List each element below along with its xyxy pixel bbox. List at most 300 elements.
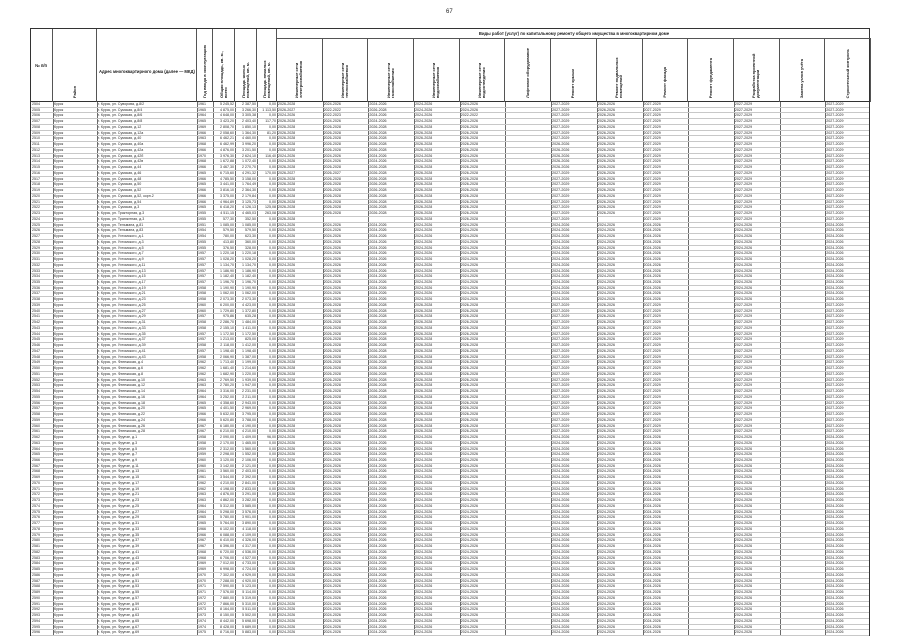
cell-no: 2566 [32,458,40,462]
header-area-nonresidential [257,29,277,102]
cell-work-period: 2024-2026 [826,291,844,296]
cell-work-period: 2026-2028 [415,320,433,325]
cell-work-period: 2024-2026 [323,285,341,290]
cell-address: г. Курск, ул. Фатежская, д.28 [98,429,145,434]
cell-nres: 0,00 [269,331,276,336]
cell-work-period: 2026-2028 [278,136,296,141]
cell-work-period: 2024-2026 [369,538,387,543]
cell-area: 6 200,00 [220,302,234,307]
cell-work-period: 2024-2026 [643,452,661,457]
cell-work-period: 2027-2029 [552,394,570,399]
cell-nres: 0,00 [269,257,276,262]
cell-work-period: 2024-2026 [369,515,387,520]
cell-year: 1962 [198,371,206,376]
cell-no: 2545 [32,337,40,342]
cell-work-period: 2027-2029 [734,343,753,348]
cell-work-period: 2024-2026 [734,630,753,635]
cell-district: Курск [54,446,64,451]
cell-address: г. Курск, ул. Сумская, д.42б [98,153,144,158]
cell-work-period: 2026-2028 [415,383,433,388]
cell-work-period: 2026-2028 [323,136,341,141]
header-work-label: Строительный контроль [844,48,850,98]
cell-work-period: 2024-2026 [597,475,616,480]
cell-res: 1 199,00 [242,360,256,365]
cell-work-period: 2027-2029 [734,170,753,175]
cell-work-period: 2026-2028 [460,205,478,210]
cell-res: 579,50 [245,228,256,233]
cell-address: г. Курск, ул. Сумская, д.50 [98,182,142,187]
cell-no: 2552 [32,377,40,382]
cell-res: 635,28 [245,314,256,319]
cell-work-period: 2024-2026 [826,285,844,290]
cell-work-period: 2024-2026 [597,567,616,572]
cell-work-period: 2024-2026 [460,274,478,279]
cell-work-period: 2024-2026 [369,618,387,623]
cell-address: г. Курск, ул. Сумская, д.12а [98,130,144,135]
cell-area: 4 358,60 [220,400,234,405]
cell-work-period: 2024-2026 [734,578,753,583]
cell-address: г. Курск, ул. Ухтомского, д.29 [98,314,146,319]
cell-work-period: 2024-2026 [826,555,844,560]
cell-year: 1966 [198,417,206,422]
cell-res: 4 920,00 [242,578,256,583]
cell-work-period: 2024-2026 [597,526,616,531]
cell-res: 1 196,70 [242,280,256,284]
cell-work-period: 2024-2026 [643,234,661,239]
cell-work-period: 2024-2026 [323,234,341,239]
cell-work-period: 2024-2026 [369,280,387,284]
cell-work-period: 2024-2026 [278,544,296,549]
cell-work-period: 2027-2029 [826,417,844,422]
header-work-1 [277,39,323,102]
cell-year: 1957 [198,331,206,336]
cell-work-period: 2024-2026 [643,498,661,503]
cell-work-period: 2027-2029 [643,216,661,221]
cell-work-period: 2024-2026 [278,435,296,440]
cell-work-period: 2024-2026 [734,251,753,256]
cell-work-period: 2027-2029 [734,165,753,170]
cell-work-period: 2027-2029 [826,188,844,193]
cell-work-period: 2026-2028 [369,308,387,313]
cell-year: 1963 [198,492,206,497]
cell-res: 2 211,00 [242,394,256,399]
cell-work-period: 2024-2026 [643,526,661,531]
cell-work-period: 2024-2026 [826,595,844,600]
cell-work-period: 2026-2028 [460,423,478,428]
cell-no: 2539 [32,302,40,307]
cell-work-period: 2024-2026 [278,492,296,497]
cell-work-period: 2027-2029 [552,107,570,112]
cell-work-period: 2026-2028 [369,348,387,353]
cell-area: 6 998,00 [220,567,234,572]
cell-work-period: 2024-2026 [552,572,570,577]
cell-work-period: 2024-2026 [552,601,570,606]
cell-work-period: 2024-2026 [460,107,478,112]
cell-no: 2524 [32,216,40,221]
cell-work-period: 2024-2026 [369,486,387,491]
cell-work-period: 2027-2029 [643,188,661,193]
cell-work-period: 2024-2026 [460,595,478,600]
cell-work-period: 2026-2028 [460,147,478,152]
cell-work-period: 2026-2026 [597,159,616,164]
cell-no: 2591 [32,601,40,606]
cell-work-period: 2026-2028 [415,325,433,330]
cell-work-period: 2024-2026 [552,526,570,531]
cell-res: 1 372,80 [242,308,256,313]
cell-work-period: 2026-2028 [460,211,478,216]
cell-work-period: 2026-2028 [460,130,478,135]
cell-work-period: 2024-2026 [278,245,296,250]
cell-work-period: 2026-2026 [597,193,616,198]
cell-nres: 0,00 [269,567,276,572]
header-area-residential [235,29,257,102]
cell-work-period: 2026-2028 [460,182,478,187]
cell-res: 3 585,00 [242,503,256,508]
cell-work-period: 2024-2026 [369,590,387,595]
cell-year: 1974 [198,618,206,623]
cell-work-period: 2024-2026 [643,595,661,600]
cell-work-period: 2024-2026 [415,538,433,543]
cell-area: 2 170,00 [220,440,234,445]
header-works-group: Виды работ (услуг) по капитальному ремонту общего имущества в многоквартирном доме [277,29,871,39]
cell-work-period: 2024-2026 [323,222,341,227]
cell-work-period: 2024-2026 [643,578,661,583]
cell-work-period: 2024-2026 [552,595,570,600]
cell-address: г. Курск, ул. Фрунзе, д.61 [98,607,140,612]
cell-area: 3 375,00 [220,193,234,198]
cell-work-period: 2024-2026 [734,492,753,497]
cell-work-period: 2024-2026 [643,245,661,250]
cell-work-period: 2024-2026 [826,561,844,566]
cell-work-period: 2024-2026 [826,452,844,457]
cell-year: 1961 [198,475,206,480]
cell-district: Курск [54,211,64,216]
cell-work-period: 2026-2028 [415,136,433,141]
cell-work-period: 2027-2029 [826,176,844,181]
cell-work-period: 2024-2026 [826,532,844,537]
cell-work-period: 2024-2026 [552,555,570,560]
cell-work-period: 2026-2027 [278,107,296,112]
cell-work-period: 2027-2029 [552,199,570,204]
cell-work-period: 2024-2026 [415,458,433,462]
cell-work-period: 2024-2026 [460,561,478,566]
cell-work-period: 2024-2026 [460,630,478,635]
cell-work-period: 2026-2028 [278,193,296,198]
cell-work-period: 2026-2028 [323,211,341,216]
cell-work-period: 2024-2026 [460,492,478,497]
cell-work-period: 2027-2029 [552,337,570,342]
cell-work-period: 2026-2026 [552,159,570,164]
cell-work-period: 2024-2026 [460,544,478,549]
cell-nres: 0,00 [269,446,276,451]
cell-year: 1954 [198,234,206,239]
cell-work-period: 2026-2028 [460,417,478,422]
cell-work-period: 2026-2028 [323,389,341,394]
cell-work-period: 2024-2026 [734,228,753,233]
cell-year: 1967 [198,538,206,543]
cell-work-period: 2026-2028 [278,377,296,382]
cell-address: г. Курск, ул. Ухтомского, д.41 [98,348,146,353]
cell-work-period: 2026-2028 [460,354,478,359]
header-district-label: Район [71,85,77,98]
cell-area: 780,00 [223,234,234,239]
cell-no: 2584 [32,561,40,566]
cell-work-period: 2026-2028 [323,337,341,342]
cell-work-period: 2024-2026 [369,285,387,290]
cell-res: 3 890,00 [242,521,256,526]
cell-area: 5 764,00 [220,521,234,526]
cell-work-period: 2026-2028 [460,199,478,204]
cell-res: 2 270,70 [242,165,256,170]
cell-work-period: 2026-2028 [415,199,433,204]
cell-work-period: 2024-2026 [415,285,433,290]
cell-work-period: 2024-2026 [460,613,478,618]
cell-work-period: 2026-2028 [278,142,296,147]
cell-work-period: 2024-2026 [323,601,341,606]
cell-work-period: 2024-2026 [278,498,296,503]
cell-nres: 0,00 [269,630,276,635]
cell-work-period: 2024-2026 [734,262,753,267]
cell-work-period: 2026-2028 [415,360,433,365]
cell-no: 2575 [32,509,40,514]
cell-work-period: 2024-2026 [643,503,661,508]
cell-work-period: 2026-2028 [323,320,341,325]
cell-area: 1 134,70 [220,262,234,267]
cell-work-period: 2024-2026 [323,509,341,514]
cell-work-period: 2024-2026 [826,257,844,262]
cell-no: 2518 [32,182,40,187]
cell-work-period: 2027-2029 [643,371,661,376]
cell-work-period: 2024-2026 [278,561,296,566]
cell-work-period: 2024-2026 [278,268,296,273]
cell-address: г. Курск, ул. Транзитная, д.3 [98,216,145,221]
cell-work-period: 2024-2026 [597,572,616,577]
cell-no: 2592 [32,607,40,612]
cell-work-period: 2024-2026 [734,475,753,480]
cell-work-period: 2024-2026 [415,532,433,537]
cell-no: 2550 [32,366,40,371]
cell-work-period: 2024-2026 [415,291,433,296]
cell-year: 1955 [198,211,206,216]
cell-work-period: 2024-2026 [552,492,570,497]
cell-work-period: 2024-2026 [369,119,387,124]
cell-work-period: 2024-2026 [460,440,478,445]
cell-work-period: 2024-2026 [597,555,616,560]
cell-work-period: 2024-2026 [826,234,844,239]
cell-work-period: 2027-2029 [826,314,844,319]
cell-work-period: 2026-2028 [415,176,433,181]
cell-work-period: 2024-2026 [323,262,341,267]
cell-work-period: 2026-2028 [369,417,387,422]
cell-work-period: 2026-2028 [460,400,478,405]
cell-res: 5 698,00 [242,618,256,623]
cell-district: Курск [54,601,64,606]
cell-work-period: 2024-2026 [597,613,616,618]
cell-address: г. Курск, ул. Ухтомского, д.13 [98,268,146,273]
cell-work-period: 2026-2028 [369,142,387,147]
cell-year: 1973 [198,607,206,612]
cell-work-period: 2026-2028 [278,400,296,405]
cell-work-period: 2026-2028 [369,337,387,342]
cell-work-period: 2026-2028 [278,360,296,365]
cell-work-period: 2024-2026 [323,274,341,279]
cell-work-period: 2024-2026 [415,492,433,497]
cell-work-period: 2024-2026 [415,515,433,520]
cell-district: Курск [54,302,64,307]
cell-work-period: 2024-2026 [369,630,387,635]
cell-work-period: 2024-2026 [552,515,570,520]
cell-address: г. Курск, ул. Фатежская, д.4 [98,360,143,365]
cell-work-period: 2024-2026 [597,280,616,284]
cell-nres: 0,00 [269,142,276,147]
cell-nres: 0,00 [269,366,276,371]
header-work-label: Инженерные сети теплоснабжения [339,62,350,98]
cell-work-period: 2024-2026 [826,630,844,635]
cell-district: Курск [54,452,64,457]
cell-work-period: 2026-2026 [597,188,616,193]
cell-work-period: 2024-2026 [278,509,296,514]
cell-no: 2558 [32,412,40,417]
cell-work-period: 2026-2028 [415,400,433,405]
cell-work-period: 2026-2028 [369,314,387,319]
cell-work-period: 2024-2026 [734,480,753,485]
cell-work-period: 2027-2029 [826,102,844,106]
cell-work-period: 2027-2029 [643,170,661,175]
cell-res: 1 220,18 [242,251,256,256]
cell-work-period: 2024-2026 [278,251,296,256]
cell-work-period: 2027-2029 [826,331,844,336]
cell-work-period: 2024-2026 [826,268,844,273]
cell-work-period: 2024-2026 [415,480,433,485]
cell-res: 5 310,00 [242,601,256,606]
cell-address: г. Курск, ул. Сумская, д.40 [98,136,142,141]
cell-work-period: 2024-2026 [415,239,433,244]
cell-work-period: 2024-2026 [278,607,296,612]
cell-district: Курск [54,285,64,290]
cell-year: 1958 [198,297,206,302]
cell-year: 1971 [198,590,206,595]
cell-work-period: 2024-2026 [323,521,341,526]
cell-work-period: 2024-2026 [369,257,387,262]
cell-work-period: 2024-2026 [734,515,753,520]
cell-work-period: 2027-2029 [734,308,753,313]
cell-work-period: 2024-2026 [826,515,844,520]
cell-work-period: 2024-2026 [597,228,616,233]
cell-no: 2510 [32,136,40,141]
cell-district: Курск [54,325,64,330]
cell-work-period: 2026-2028 [323,193,341,198]
cell-nres: 0,00 [269,222,276,227]
cell-year: 1960 [198,458,206,462]
cell-nres: 0,00 [269,601,276,606]
cell-work-period: 2026-2028 [323,429,341,434]
cell-work-period: 2024-2026 [278,630,296,635]
cell-work-period: 2024-2026 [278,475,296,480]
cell-no: 2508 [32,124,40,129]
cell-nres: 117,70 [265,119,276,124]
cell-res: 1 764,49 [242,182,256,187]
cell-district: Курск [54,239,64,244]
cell-work-period: 2027-2029 [826,124,844,129]
cell-work-period: 2026-2026 [597,343,616,348]
cell-year: 1966 [198,188,206,193]
cell-work-period: 2024-2026 [643,601,661,606]
cell-work-period: 2027-2029 [826,205,844,210]
cell-work-period: 2027-2029 [734,348,753,353]
cell-work-period: 2024-2026 [415,567,433,572]
cell-nres: 0,00 [269,555,276,560]
header-work-2 [323,39,369,102]
header-work-6 [505,39,551,102]
cell-district: Курск [54,228,64,233]
cell-address: г. Курск, ул. Фатежская, д.14 [98,389,145,394]
cell-work-period: 2024-2026 [643,509,661,514]
cell-year: 1969 [198,567,206,572]
cell-work-period: 2027-2029 [643,400,661,405]
cell-nres: 263,08 [265,211,276,216]
cell-work-period: 2027-2029 [643,107,661,112]
cell-work-period: 2027-2029 [826,366,844,371]
cell-area: 8 164,00 [220,607,234,612]
cell-area: 1 729,80 [220,308,234,313]
cell-work-period: 2024-2026 [826,544,844,549]
cell-nres: 0,00 [269,417,276,422]
cell-work-period: 2024-2026 [323,297,341,302]
cell-work-period: 2024-2026 [323,526,341,531]
cell-work-period: 2027-2029 [643,366,661,371]
cell-work-period: 2024-2026 [369,624,387,629]
cell-work-period: 2024-2026 [552,584,570,589]
cell-work-period: 2027-2029 [643,182,661,187]
cell-address: г. Курск, ул. Фатежская, д.26 [98,423,145,428]
cell-no: 2504 [32,102,40,106]
cell-no: 2583 [32,555,40,560]
cell-work-period: 2026-2028 [278,102,296,106]
cell-address: г. Курск, ул. Ухтомского, д.21 [98,291,146,296]
cell-work-period: 2026-2028 [460,188,478,193]
cell-work-period: 2026-2028 [460,360,478,365]
cell-area: 376,50 [223,245,234,250]
cell-work-period: 2024-2026 [460,526,478,531]
cell-address: г. Курск, ул. Фрунзе, д.15 [98,475,140,480]
cell-work-period: 2024-2026 [369,446,387,451]
cell-work-period: 2024-2026 [643,618,661,623]
cell-res: 4 317,00 [242,544,256,549]
cell-area: 2 780,20 [220,383,234,388]
cell-work-period: 2024-2026 [460,624,478,629]
cell-address: г. Курск, ул. Ухтомского, д.3 [98,239,144,244]
cell-area: 4 964,89 [220,199,234,204]
cell-area: 6 462,21 [220,136,234,141]
header-work-12 [780,39,826,102]
cell-work-period: 2027-2029 [826,199,844,204]
cell-year: 1965 [198,107,206,112]
cell-work-period: 2024-2026 [597,618,616,623]
cell-no: 2578 [32,526,40,531]
cell-work-period: 2024-2026 [415,549,433,554]
cell-work-period: 2026-2028 [278,406,296,411]
cell-nres: 0,00 [269,274,276,279]
cell-area: 1 085,00 [220,222,234,227]
header-work-label: Инженерные сети газоснабжения [385,62,395,98]
cell-area: 975,86 [223,314,234,319]
cell-work-period: 2024-2026 [323,245,341,250]
cell-work-period: 2027-2029 [643,136,661,141]
cell-work-period: 2024-2026 [460,601,478,606]
header-work-11 [734,39,780,102]
cell-district: Курск [54,113,64,118]
cell-work-period: 2024-2026 [826,435,844,440]
